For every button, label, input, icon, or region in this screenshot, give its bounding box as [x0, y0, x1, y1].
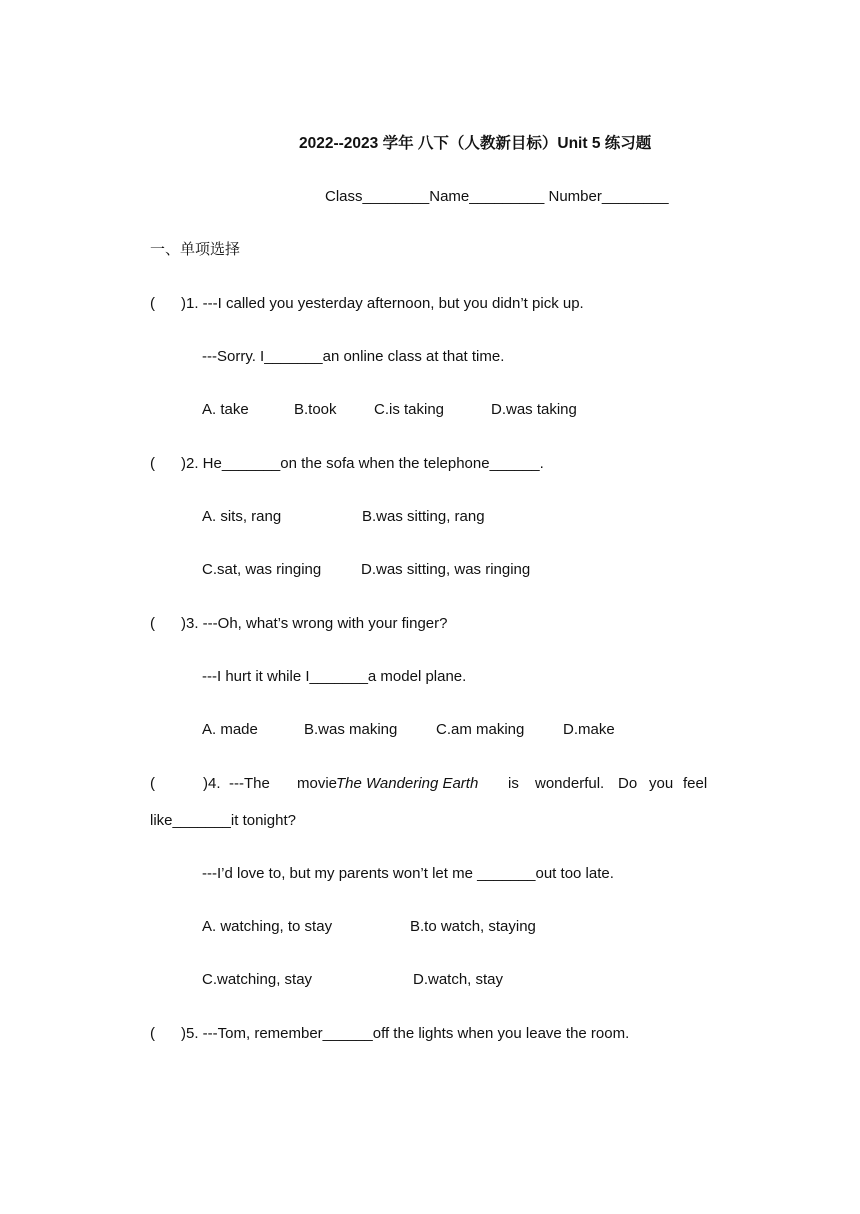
- question-line2: ---I hurt it while I_______a model plane.: [202, 668, 467, 685]
- question-stem: )3. ---Oh, what’s wrong with your finger?: [181, 615, 448, 632]
- question-line2: ---I’d love to, but my parents won’t let me _______out too late.: [202, 865, 614, 882]
- option-a: A. made: [202, 721, 258, 738]
- answer-paren: (: [150, 1025, 155, 1042]
- option-b: B.took: [294, 401, 337, 418]
- question-number: )4.: [203, 775, 221, 792]
- stem-word: movie: [297, 775, 338, 792]
- option-b: B.was sitting, rang: [362, 508, 485, 525]
- option-a: A. watching, to stay: [202, 918, 333, 935]
- question-stem: )1. ---I called you yesterday afternoon, but you didn’t pick up.: [181, 295, 584, 312]
- option-d: D.was sitting, was ringing: [361, 561, 531, 578]
- stem-word: feel: [683, 775, 708, 792]
- stem-word: is: [508, 775, 519, 792]
- stem-word: Do: [618, 775, 638, 792]
- answer-paren: (: [150, 455, 155, 472]
- option-a: A. sits, rang: [202, 508, 282, 525]
- option-c: C.watching, stay: [202, 971, 313, 988]
- question-stem: )5. ---Tom, remember______off the lights when you leave the room.: [181, 1025, 630, 1042]
- option-d: D.watch, stay: [413, 971, 504, 988]
- option-d: D.was taking: [491, 401, 577, 418]
- answer-paren: (: [150, 615, 155, 632]
- question-line2: ---Sorry. I_______an online class at that time.: [202, 348, 505, 365]
- option-c: C.sat, was ringing: [202, 561, 322, 578]
- student-info-line: Class________Name_________ Number________: [325, 188, 669, 205]
- option-b: B.was making: [304, 721, 398, 738]
- stem-word: ---The: [229, 775, 270, 792]
- movie-title: [336, 774, 478, 794]
- option-d: D.make: [563, 721, 615, 738]
- option-b: B.to watch, staying: [410, 918, 536, 935]
- page-title: 2022--2023 学年 八下（人教新目标）Unit 5 练习题: [299, 135, 652, 152]
- option-c: C.am making: [436, 721, 525, 738]
- question-stem: )2. He_______on the sofa when the telephone______.: [181, 455, 544, 472]
- movie-title-text: The Wandering Earth: [336, 775, 479, 792]
- answer-paren: (: [150, 775, 155, 792]
- answer-paren: (: [150, 295, 155, 312]
- section-heading: 一、单项选择: [150, 241, 241, 258]
- option-a: A. take: [202, 401, 249, 418]
- option-c: C.is taking: [374, 401, 445, 418]
- stem-word: wonderful.: [535, 775, 605, 792]
- stem-word: you: [649, 775, 674, 792]
- question-stem-continued: like_______it tonight?: [150, 812, 296, 829]
